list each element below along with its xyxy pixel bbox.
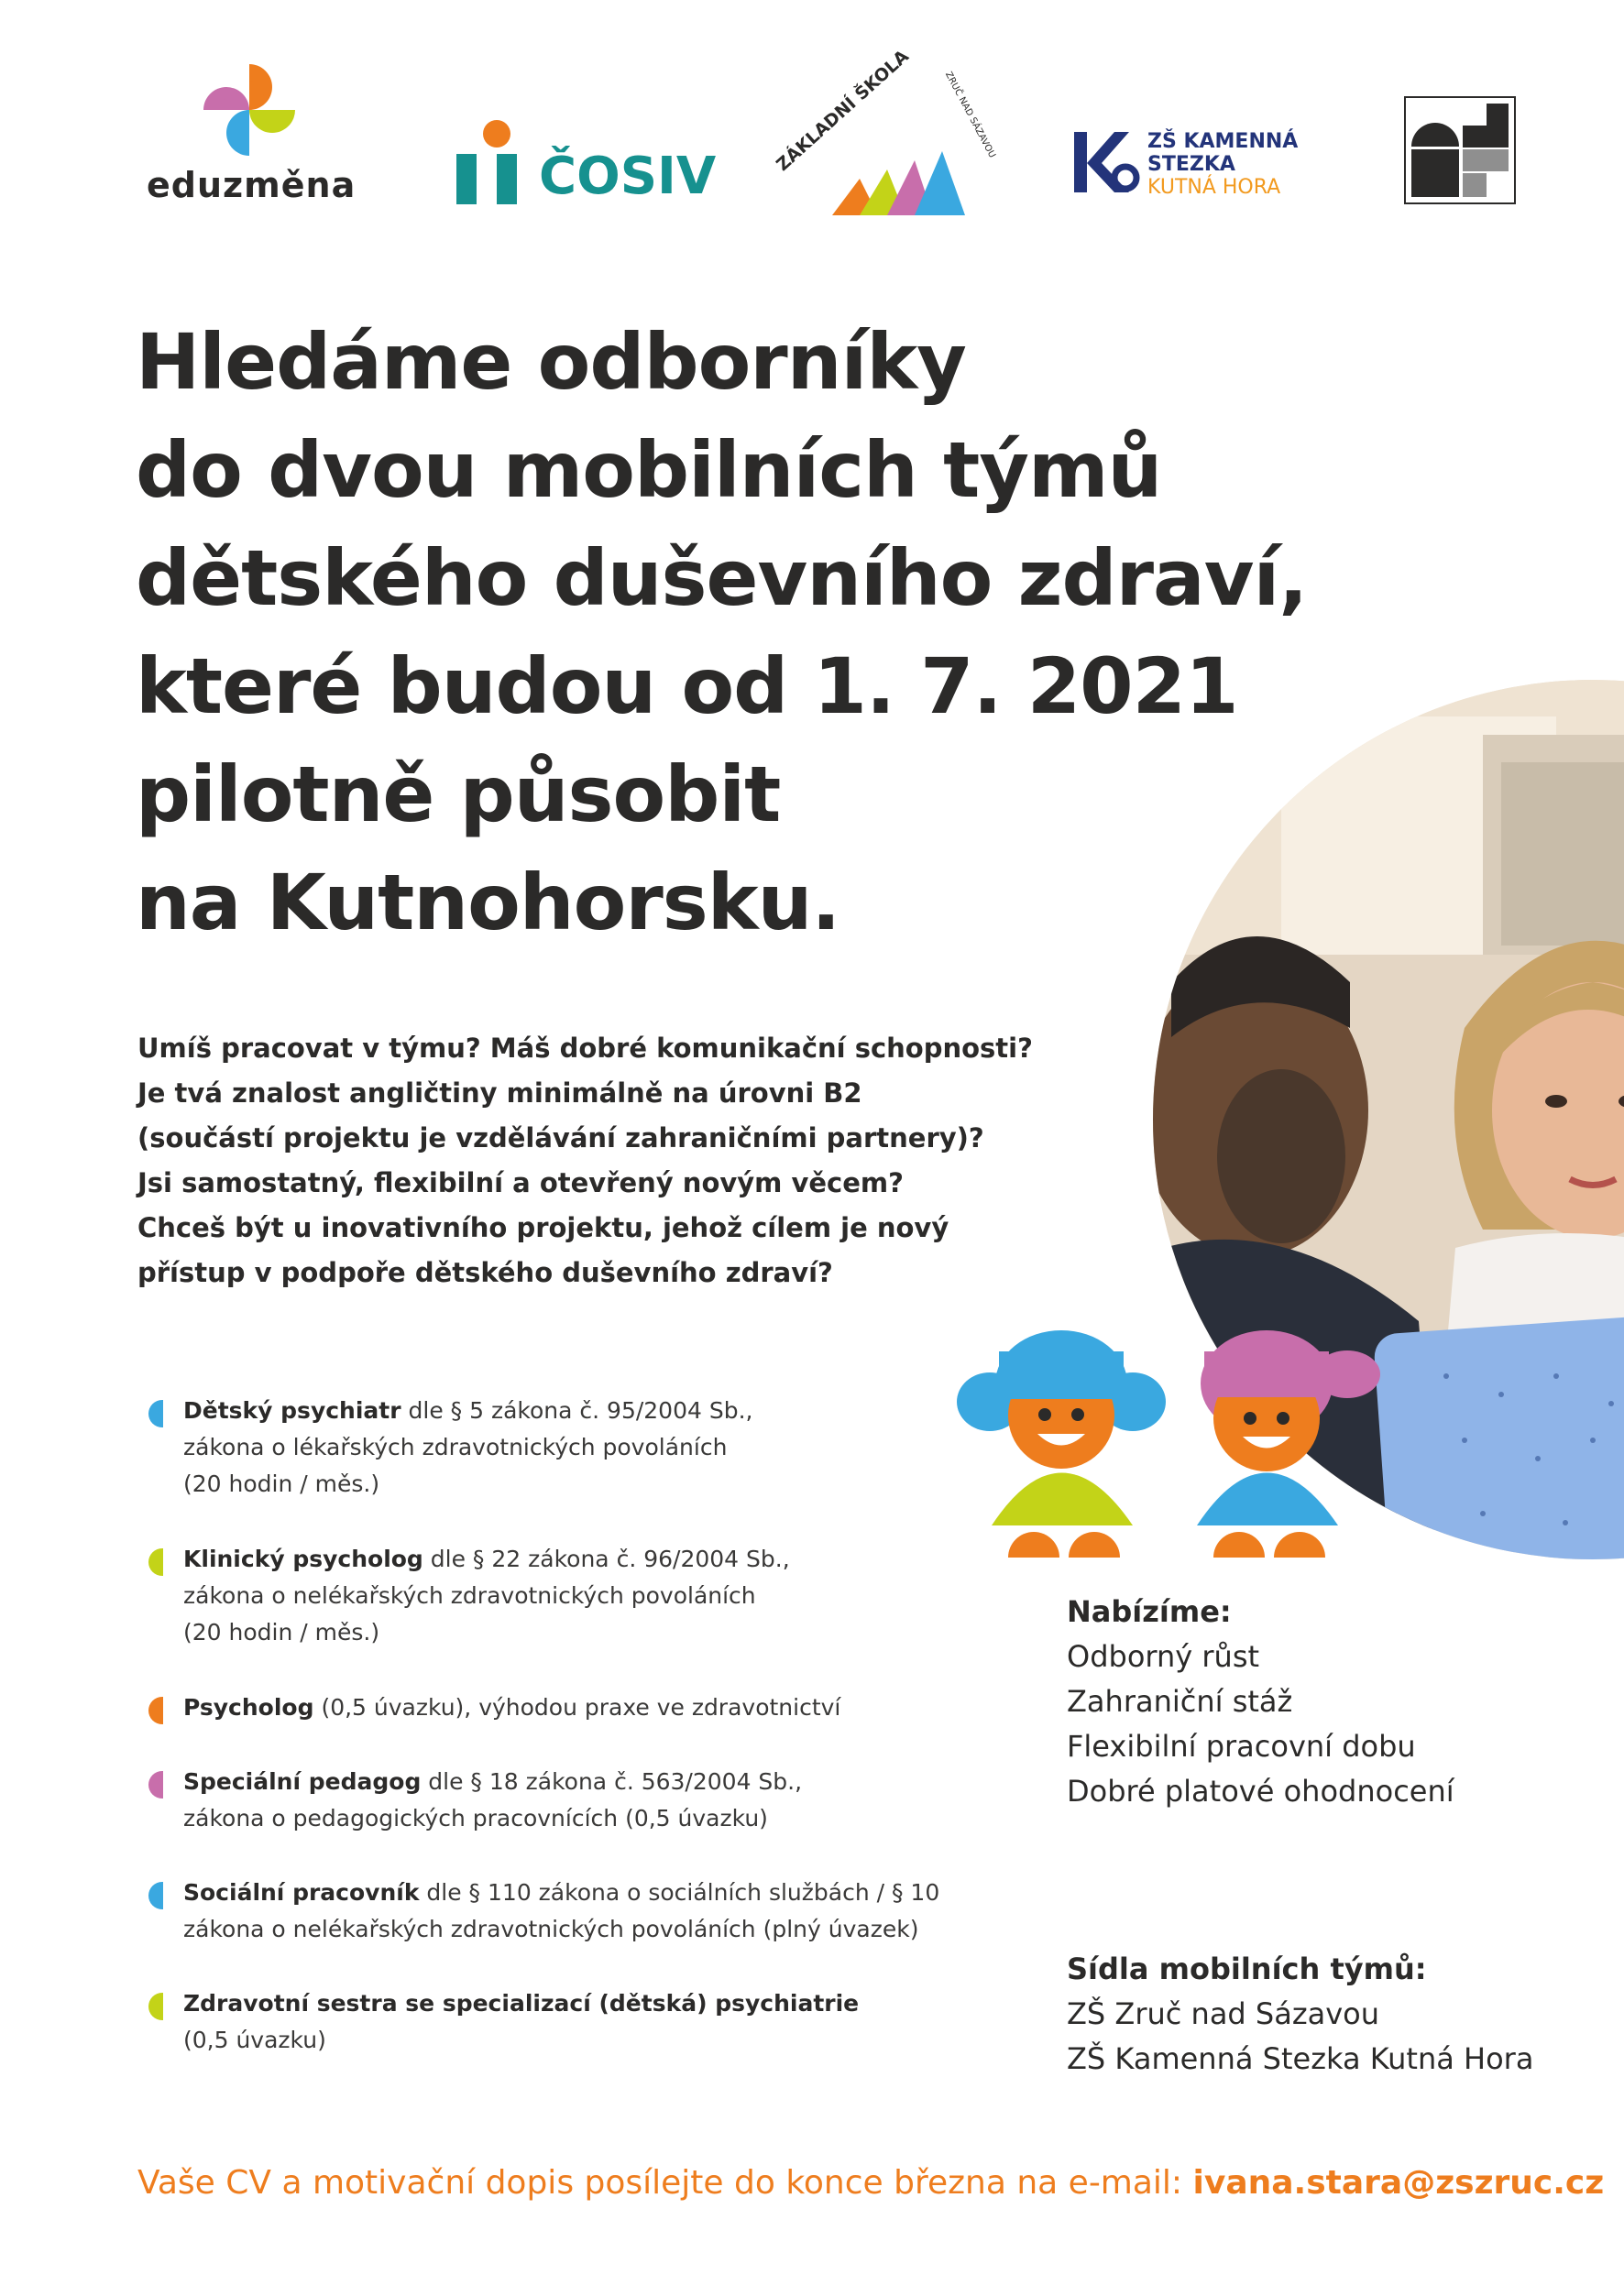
ks-monogram-icon — [1074, 130, 1140, 196]
bullet-icon — [139, 1400, 163, 1427]
headline-line-4: které budou od 1. 7. 2021 — [136, 641, 1238, 731]
position-detail: (20 hodin / měs.) — [183, 1619, 380, 1645]
logo-cosiv — [456, 119, 722, 211]
logo-zs-zruc — [772, 46, 997, 211]
question-line-2: Je tvá znalost angličtiny minimálně na úrovni B2 — [137, 1077, 862, 1109]
logo-cosiv-text: ČOSIV — [539, 147, 717, 206]
seat-item: ZŠ Kamenná Stezka Kutná Hora — [1067, 2041, 1534, 2076]
oppp-mark-icon — [1404, 96, 1516, 204]
pinwheel-icon — [203, 64, 295, 156]
rainbow-stripes-icon — [832, 128, 970, 215]
question-line-4: Jsi samostatný, flexibilní a otevřený novým věcem? — [137, 1167, 904, 1198]
email-link[interactable]: ivana.stara@zszruc.cz — [1192, 2164, 1605, 2202]
offer-item: Dobré platové ohodnocení — [1067, 1774, 1454, 1809]
children-icon — [953, 1319, 1411, 1558]
question-line-5: Chceš být u inovativního projektu, jehož cílem je nový — [137, 1212, 949, 1243]
logo-eduzmena — [137, 64, 376, 220]
footer-contact — [137, 2164, 1605, 2202]
logo-eduzmena-text: eduzměna — [147, 165, 357, 205]
headline-line-2: do dvou mobilních týmů — [136, 425, 1162, 515]
offer-section — [1067, 1590, 1580, 1814]
logo-kamenna-line-3: KUTNÁ HORA — [1147, 176, 1281, 199]
position-title: Klinický psycholog — [183, 1546, 423, 1572]
position-detail: zákona o lékařských zdravotnických povoláních — [183, 1434, 728, 1460]
seats-heading: Sídla mobilních týmů: — [1067, 1952, 1427, 1986]
position-detail: zákona o pedagogických pracovnících (0,5 úvazku) — [183, 1805, 768, 1831]
position-detail: (20 hodin / měs.) — [183, 1471, 380, 1497]
headline — [136, 308, 1419, 957]
list-item — [137, 1541, 999, 1651]
logo-kamenna-line-2: STEZKA — [1147, 153, 1235, 176]
question-line-6: přístup v podpoře dětského duševního zdraví? — [137, 1257, 833, 1288]
seat-item: ZŠ Zruč nad Sázavou — [1067, 1996, 1380, 2031]
logo-zs-zruc-subtext: ZRUČ NAD SÁZAVOU — [942, 70, 997, 160]
position-title: Speciální pedagog — [183, 1768, 422, 1795]
position-detail: zákona o nelékařských zdravotnických povoláních — [183, 1582, 756, 1609]
footer-text: Vaše CV a motivační dopis posílejte do konce března na e-mail: — [137, 2164, 1193, 2202]
offer-item: Odborný růst — [1067, 1639, 1260, 1674]
position-title: Dětský psychiatr — [183, 1397, 401, 1424]
bullet-icon — [139, 1993, 163, 2020]
headline-line-6: na Kutnohorsku. — [136, 858, 840, 947]
position-detail: dle § 18 zákona č. 563/2004 Sb., — [421, 1768, 803, 1795]
position-detail: zákona o nelékařských zdravotnických povoláních (plný úvazek) — [183, 1916, 919, 1942]
questions — [137, 1026, 1109, 1296]
question-line-3: (součástí projektu je vzdělávání zahraničními partnery)? — [137, 1122, 984, 1153]
position-detail: (0,5 úvazku) — [183, 2027, 326, 2053]
position-title: Zdravotní sestra se specializací (dětská) psychiatrie — [183, 1990, 860, 2017]
position-title: Sociální pracovník — [183, 1879, 420, 1906]
list-item — [137, 1393, 999, 1503]
list-item — [137, 1875, 999, 1948]
seats-section — [1067, 1947, 1617, 2082]
position-detail: (0,5 úvazku), výhodou praxe ve zdravotnictví — [313, 1694, 841, 1721]
list-item — [137, 1689, 999, 1726]
list-item — [137, 1764, 999, 1837]
headline-line-3: dětského duševního zdraví, — [136, 533, 1308, 623]
list-item — [137, 1985, 999, 2059]
bullet-icon — [139, 1882, 163, 1909]
bullet-icon — [139, 1697, 163, 1724]
children-illustration — [953, 1319, 1411, 1558]
position-detail: dle § 5 zákona č. 95/2004 Sb., — [401, 1397, 753, 1424]
bullet-icon — [139, 1771, 163, 1799]
position-detail: dle § 22 zákona č. 96/2004 Sb., — [422, 1546, 790, 1572]
position-detail: dle § 110 zákona o sociálních službách / § 10 — [419, 1879, 940, 1906]
logo-kamenna-line-1: ZŠ KAMENNÁ — [1147, 130, 1299, 153]
logo-zs-zruc-text: ZÁKLADNÍ ŠKOLA — [772, 46, 913, 176]
position-title: Psycholog — [183, 1694, 314, 1721]
offer-item: Flexibilní pracovní dobu — [1067, 1729, 1416, 1764]
offer-item: Zahraniční stáž — [1067, 1684, 1293, 1719]
bullet-icon — [139, 1548, 163, 1576]
cosiv-mark-icon — [456, 119, 534, 206]
logo-zs-kamenna — [1074, 126, 1312, 209]
logo-oppp — [1404, 96, 1516, 204]
headline-line-1: Hledáme odborníky — [136, 317, 966, 407]
logo-kamenna-text — [1147, 130, 1298, 199]
headline-line-5: pilotně působit — [136, 749, 781, 839]
offer-heading: Nabízíme: — [1067, 1594, 1232, 1629]
question-line-1: Umíš pracovat v týmu? Máš dobré komunikační schopnosti? — [137, 1033, 1033, 1064]
